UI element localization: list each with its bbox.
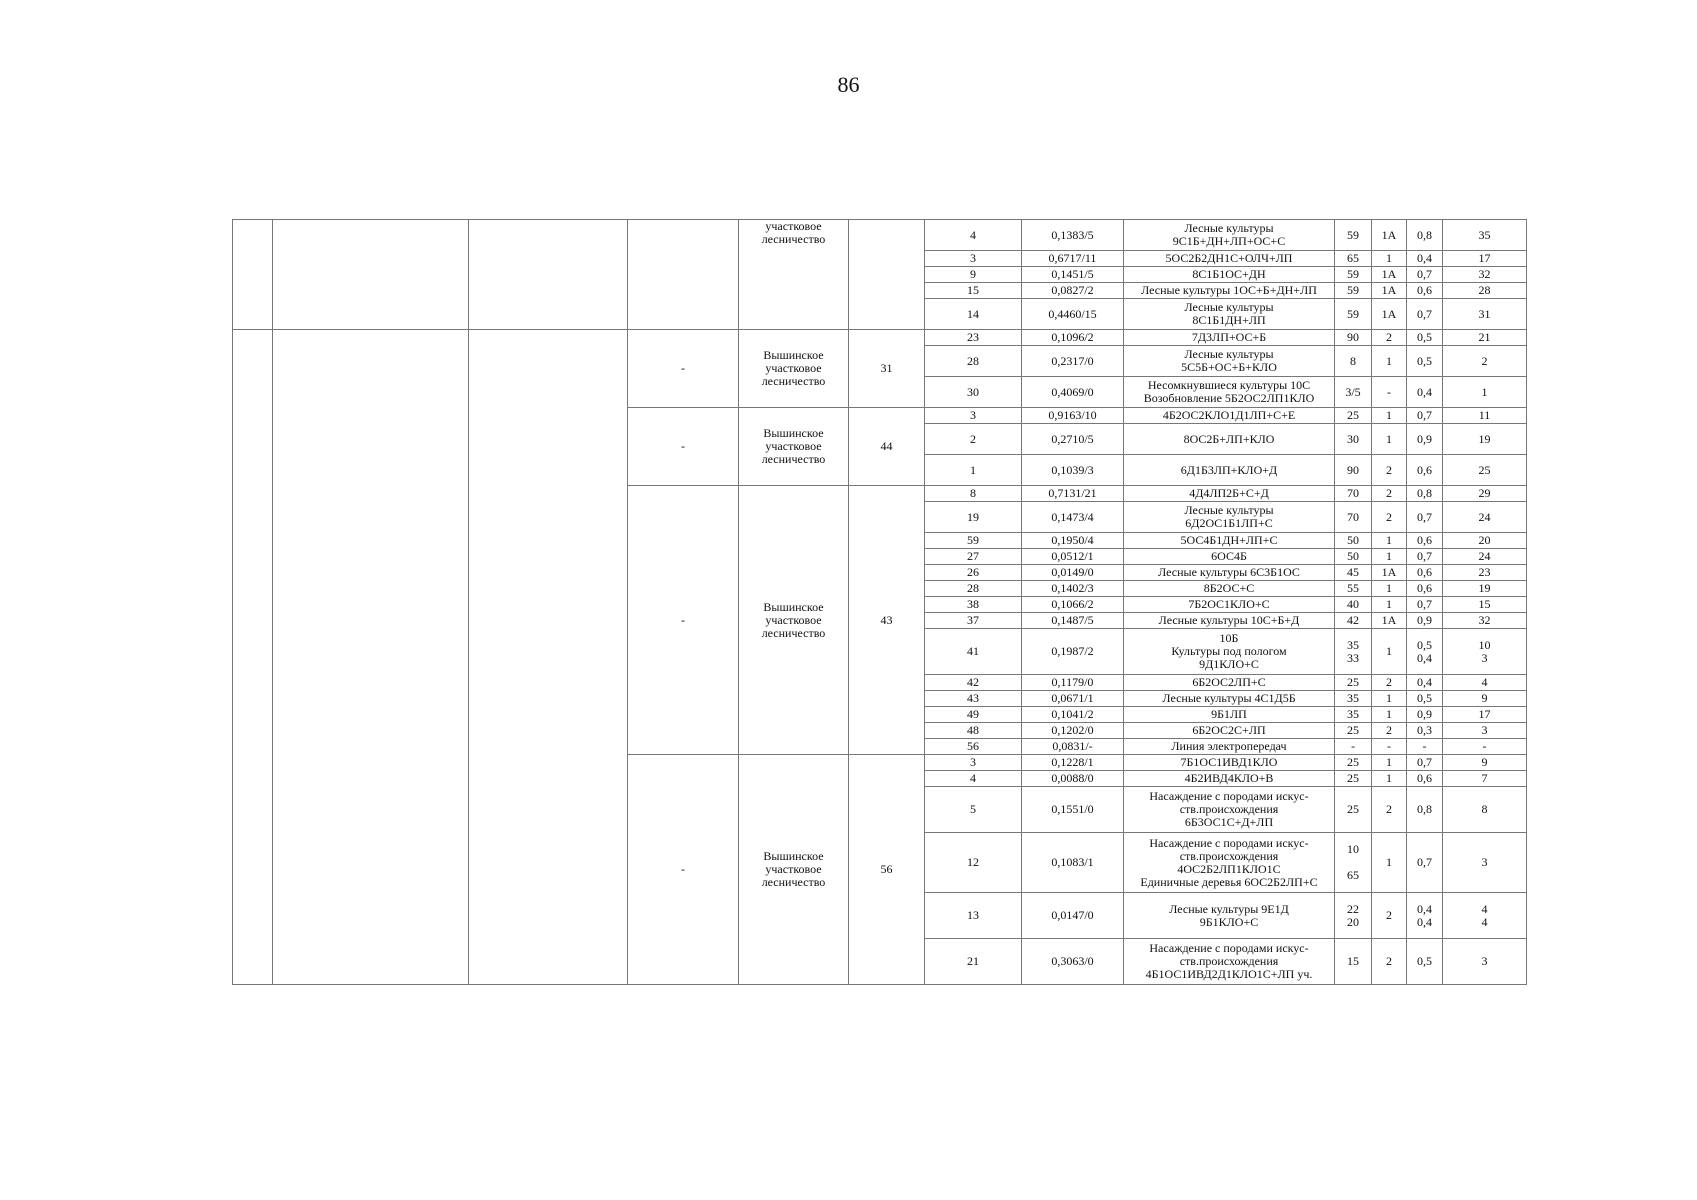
stock: 9 [1443, 691, 1527, 707]
stock: 2 [1443, 346, 1527, 377]
plot-number: 21 [925, 939, 1022, 985]
age: 59 [1335, 283, 1372, 299]
plot-number: 19 [925, 502, 1022, 533]
composition: 5ОС4Б1ДН+ЛП+С [1124, 533, 1335, 549]
density: 0,6 [1407, 533, 1443, 549]
age: 35 [1335, 707, 1372, 723]
density: 0,5 [1407, 939, 1443, 985]
bonitet-class: 1 [1372, 408, 1407, 424]
density: 0,7 [1407, 502, 1443, 533]
plot-number: 5 [925, 787, 1022, 833]
plot-area: 0,0831/- [1022, 739, 1124, 755]
density: 0,7 [1407, 408, 1443, 424]
plot-area: 0,7131/21 [1022, 486, 1124, 502]
composition: 8Б2ОС+С [1124, 581, 1335, 597]
plot-number: 48 [925, 723, 1022, 739]
bonitet-class: 1 [1372, 629, 1407, 675]
density: 0,4 [1407, 251, 1443, 267]
stock: 29 [1443, 486, 1527, 502]
plot-number: 28 [925, 581, 1022, 597]
composition: 6Д1Б3ЛП+КЛО+Д [1124, 455, 1335, 486]
age: 90 [1335, 455, 1372, 486]
density: 0,7 [1407, 597, 1443, 613]
bonitet-class: 1 [1372, 691, 1407, 707]
stock: 17 [1443, 707, 1527, 723]
bonitet-class: 1 [1372, 597, 1407, 613]
stock: 28 [1443, 283, 1527, 299]
age: 59 [1335, 299, 1372, 330]
plot-number: 41 [925, 629, 1022, 675]
density: 0,8 [1407, 220, 1443, 251]
stock: 31 [1443, 299, 1527, 330]
plot-area: 0,1383/5 [1022, 220, 1124, 251]
forest-table-body [233, 220, 1527, 985]
bonitet-class: 2 [1372, 502, 1407, 533]
plot-area: 0,0147/0 [1022, 893, 1124, 939]
plot-area: 0,1987/2 [1022, 629, 1124, 675]
stock: 17 [1443, 251, 1527, 267]
plot-area: 0,1083/1 [1022, 833, 1124, 893]
composition: 4Д4ЛП2Б+С+Д [1124, 486, 1335, 502]
composition: Лесные культуры 10С+Б+Д [1124, 613, 1335, 629]
density: 0,6 [1407, 581, 1443, 597]
stock: 4 [1443, 675, 1527, 691]
stock: 32 [1443, 613, 1527, 629]
bonitet-class: 2 [1372, 939, 1407, 985]
composition: 4Б2ИВД4КЛО+В [1124, 771, 1335, 787]
composition: Лесные культуры 1ОС+Б+ДН+ЛП [1124, 283, 1335, 299]
age: 45 [1335, 565, 1372, 581]
plot-area: 0,1041/2 [1022, 707, 1124, 723]
bonitet-class: 2 [1372, 455, 1407, 486]
stock: 9 [1443, 755, 1527, 771]
composition: 6ОС4Б [1124, 549, 1335, 565]
forestry-name: участковое лесничество [739, 220, 849, 330]
density: 0,7 [1407, 549, 1443, 565]
stock: 19 [1443, 424, 1527, 455]
age: 70 [1335, 486, 1372, 502]
composition: 4Б2ОС2КЛО1Д1ЛП+С+Е [1124, 408, 1335, 424]
stock: 35 [1443, 220, 1527, 251]
age: 25 [1335, 675, 1372, 691]
density: 0,6 [1407, 565, 1443, 581]
plot-number: 3 [925, 755, 1022, 771]
stock: 11 [1443, 408, 1527, 424]
age: 25 [1335, 771, 1372, 787]
composition: Лесные культуры 9С1Б+ДН+ЛП+ОС+С [1124, 220, 1335, 251]
plot-area: 0,1487/5 [1022, 613, 1124, 629]
plot-area: 0,1039/3 [1022, 455, 1124, 486]
plot-area: 0,1950/4 [1022, 533, 1124, 549]
plot-number: 3 [925, 408, 1022, 424]
forestry-name: Вышинское участковое лесничество [739, 330, 849, 408]
density: 0,6 [1407, 455, 1443, 486]
empty-cell-c [469, 330, 628, 985]
quarter-number [849, 220, 925, 330]
plot-area: 0,2317/0 [1022, 346, 1124, 377]
plot-area: 0,4069/0 [1022, 377, 1124, 408]
stock: 24 [1443, 549, 1527, 565]
plot-number: 4 [925, 771, 1022, 787]
composition: 9Б1ЛП [1124, 707, 1335, 723]
bonitet-class: 1 [1372, 771, 1407, 787]
composition: Лесные культуры 8С1Б1ДН+ЛП [1124, 299, 1335, 330]
bonitet-class: 1 [1372, 533, 1407, 549]
plot-number: 26 [925, 565, 1022, 581]
age: 50 [1335, 533, 1372, 549]
empty-cell-a [233, 330, 273, 985]
stock: 3 [1443, 723, 1527, 739]
stock: 15 [1443, 597, 1527, 613]
plot-area: 0,1451/5 [1022, 267, 1124, 283]
dash-cell: - [628, 755, 739, 985]
stock: 8 [1443, 787, 1527, 833]
page-number: 86 [837, 72, 860, 97]
age: 30 [1335, 424, 1372, 455]
density: 0,6 [1407, 771, 1443, 787]
bonitet-class: 1А [1372, 267, 1407, 283]
composition: Лесные культуры 5С5Б+ОС+Б+КЛО [1124, 346, 1335, 377]
bonitet-class: 1А [1372, 565, 1407, 581]
age: 90 [1335, 330, 1372, 346]
composition: 8С1Б1ОС+ДН [1124, 267, 1335, 283]
bonitet-class: 2 [1372, 893, 1407, 939]
forestry-name: Вышинское участковое лесничество [739, 408, 849, 486]
plot-number: 2 [925, 424, 1022, 455]
composition: Линия электропередач [1124, 739, 1335, 755]
plot-area: 0,1473/4 [1022, 502, 1124, 533]
dash-cell: - [628, 486, 739, 755]
dash-cell: - [628, 330, 739, 408]
bonitet-class: - [1372, 739, 1407, 755]
forestry-name: Вышинское участковое лесничество [739, 486, 849, 755]
plot-area: 0,9163/10 [1022, 408, 1124, 424]
age: 15 [1335, 939, 1372, 985]
bonitet-class: 1 [1372, 424, 1407, 455]
plot-area: 0,0827/2 [1022, 283, 1124, 299]
plot-number: 8 [925, 486, 1022, 502]
plot-area: 0,3063/0 [1022, 939, 1124, 985]
density: 0,9 [1407, 613, 1443, 629]
bonitet-class: 1 [1372, 755, 1407, 771]
plot-area: 0,1402/3 [1022, 581, 1124, 597]
age: 25 [1335, 755, 1372, 771]
quarter-number: 43 [849, 486, 925, 755]
bonitet-class: 1 [1372, 581, 1407, 597]
bonitet-class: 2 [1372, 330, 1407, 346]
bonitet-class: 1А [1372, 299, 1407, 330]
age: 59 [1335, 267, 1372, 283]
bonitet-class: 1 [1372, 251, 1407, 267]
bonitet-class: 2 [1372, 787, 1407, 833]
plot-area: 0,1096/2 [1022, 330, 1124, 346]
plot-area: 0,0671/1 [1022, 691, 1124, 707]
plot-number: 1 [925, 455, 1022, 486]
density: - [1407, 739, 1443, 755]
plot-number: 15 [925, 283, 1022, 299]
composition: 5ОС2Б2ДН1С+ОЛЧ+ЛП [1124, 251, 1335, 267]
stock: 7 [1443, 771, 1527, 787]
empty-cell-a [233, 220, 273, 330]
stock: 32 [1443, 267, 1527, 283]
density: 0,5 [1407, 330, 1443, 346]
stock: 3 [1443, 833, 1527, 893]
composition: Насаждение с породами искус- ств.происхождения 4Б1ОС1ИВД2Д1КЛО1С+ЛП уч. [1124, 939, 1335, 985]
age: 50 [1335, 549, 1372, 565]
plot-number: 37 [925, 613, 1022, 629]
density: 0,8 [1407, 787, 1443, 833]
plot-number: 28 [925, 346, 1022, 377]
age: 25 [1335, 408, 1372, 424]
table-row [233, 330, 1527, 346]
density: 0,9 [1407, 424, 1443, 455]
composition: 7Б1ОС1ИВД1КЛО [1124, 755, 1335, 771]
composition: Насаждение с породами искус- ств.происхождения 4ОС2Б2ЛП1КЛО1С Единичные деревья 6ОС2Б2ЛП+С [1124, 833, 1335, 893]
stock: 4 4 [1443, 893, 1527, 939]
plot-area: 0,1066/2 [1022, 597, 1124, 613]
plot-area: 0,4460/15 [1022, 299, 1124, 330]
plot-area: 0,2710/5 [1022, 424, 1124, 455]
composition: Лесные культуры 6Д2ОС1Б1ЛП+С [1124, 502, 1335, 533]
density: 0,5 [1407, 346, 1443, 377]
age: 65 [1335, 251, 1372, 267]
stock: 25 [1443, 455, 1527, 486]
composition: Лесные культуры 9Е1Д 9Б1КЛО+С [1124, 893, 1335, 939]
quarter-number: 44 [849, 408, 925, 486]
plot-number: 38 [925, 597, 1022, 613]
plot-area: 0,1228/1 [1022, 755, 1124, 771]
plot-number: 12 [925, 833, 1022, 893]
plot-area: 0,0512/1 [1022, 549, 1124, 565]
plot-number: 3 [925, 251, 1022, 267]
quarter-number: 56 [849, 755, 925, 985]
forest-table [232, 219, 1527, 985]
stock: 1 [1443, 377, 1527, 408]
plot-number: 43 [925, 691, 1022, 707]
composition: 6Б2ОС2С+ЛП [1124, 723, 1335, 739]
density: 0,8 [1407, 486, 1443, 502]
density: 0,5 0,4 [1407, 629, 1443, 675]
empty-cell-c [469, 220, 628, 330]
plot-number: 56 [925, 739, 1022, 755]
age: 3/5 [1335, 377, 1372, 408]
bonitet-class: 1А [1372, 613, 1407, 629]
bonitet-class: 1А [1372, 283, 1407, 299]
age: 22 20 [1335, 893, 1372, 939]
stock: 19 [1443, 581, 1527, 597]
plot-number: 49 [925, 707, 1022, 723]
density: 0,9 [1407, 707, 1443, 723]
dash-cell [628, 220, 739, 330]
age: 8 [1335, 346, 1372, 377]
plot-area: 0,1202/0 [1022, 723, 1124, 739]
stock: 10 3 [1443, 629, 1527, 675]
plot-area: 0,0088/0 [1022, 771, 1124, 787]
bonitet-class: 2 [1372, 675, 1407, 691]
plot-area: 0,1551/0 [1022, 787, 1124, 833]
dash-cell: - [628, 408, 739, 486]
quarter-number: 31 [849, 330, 925, 408]
bonitet-class: 1 [1372, 346, 1407, 377]
stock: 21 [1443, 330, 1527, 346]
density: 0,7 [1407, 267, 1443, 283]
density: 0,5 [1407, 691, 1443, 707]
composition: Лесные культуры 4С1Д5Б [1124, 691, 1335, 707]
bonitet-class: - [1372, 377, 1407, 408]
stock: 23 [1443, 565, 1527, 581]
age: 70 [1335, 502, 1372, 533]
bonitet-class: 1 [1372, 833, 1407, 893]
age: 25 [1335, 787, 1372, 833]
density: 0,4 0,4 [1407, 893, 1443, 939]
density: 0,7 [1407, 833, 1443, 893]
age: 42 [1335, 613, 1372, 629]
composition: Лесные культуры 6С3Б1ОС [1124, 565, 1335, 581]
stock: 20 [1443, 533, 1527, 549]
plot-number: 27 [925, 549, 1022, 565]
bonitet-class: 1А [1372, 220, 1407, 251]
density: 0,3 [1407, 723, 1443, 739]
bonitet-class: 2 [1372, 723, 1407, 739]
age: - [1335, 739, 1372, 755]
stock: 3 [1443, 939, 1527, 985]
age: 55 [1335, 581, 1372, 597]
age: 10 65 [1335, 833, 1372, 893]
bonitet-class: 1 [1372, 549, 1407, 565]
plot-number: 13 [925, 893, 1022, 939]
stock: - [1443, 739, 1527, 755]
bonitet-class: 2 [1372, 486, 1407, 502]
plot-area: 0,1179/0 [1022, 675, 1124, 691]
composition: 6Б2ОС2ЛП+С [1124, 675, 1335, 691]
plot-number: 14 [925, 299, 1022, 330]
composition: 8ОС2Б+ЛП+КЛО [1124, 424, 1335, 455]
plot-area: 0,0149/0 [1022, 565, 1124, 581]
plot-number: 9 [925, 267, 1022, 283]
density: 0,4 [1407, 675, 1443, 691]
plot-area: 0,6717/11 [1022, 251, 1124, 267]
density: 0,7 [1407, 299, 1443, 330]
bonitet-class: 1 [1372, 707, 1407, 723]
plot-number: 23 [925, 330, 1022, 346]
plot-number: 30 [925, 377, 1022, 408]
age: 25 [1335, 723, 1372, 739]
plot-number: 42 [925, 675, 1022, 691]
empty-cell-b [273, 220, 469, 330]
composition: 10Б Культуры под пологом 9Д1КЛО+С [1124, 629, 1335, 675]
plot-number: 59 [925, 533, 1022, 549]
composition: Несомкнувшиеся культуры 10С Возобновление 5Б2ОС2ЛП1КЛО [1124, 377, 1335, 408]
composition: 7Д3ЛП+ОС+Б [1124, 330, 1335, 346]
table-row [233, 220, 1527, 251]
plot-number: 4 [925, 220, 1022, 251]
forestry-name: Вышинское участковое лесничество [739, 755, 849, 985]
age: 59 [1335, 220, 1372, 251]
density: 0,7 [1407, 755, 1443, 771]
age: 40 [1335, 597, 1372, 613]
composition: 7Б2ОС1КЛО+С [1124, 597, 1335, 613]
empty-cell-b [273, 330, 469, 985]
age: 35 [1335, 691, 1372, 707]
stock: 24 [1443, 502, 1527, 533]
composition: Насаждение с породами искус- ств.происхождения 6Б3ОС1С+Д+ЛП [1124, 787, 1335, 833]
age: 35 33 [1335, 629, 1372, 675]
density: 0,6 [1407, 283, 1443, 299]
density: 0,4 [1407, 377, 1443, 408]
